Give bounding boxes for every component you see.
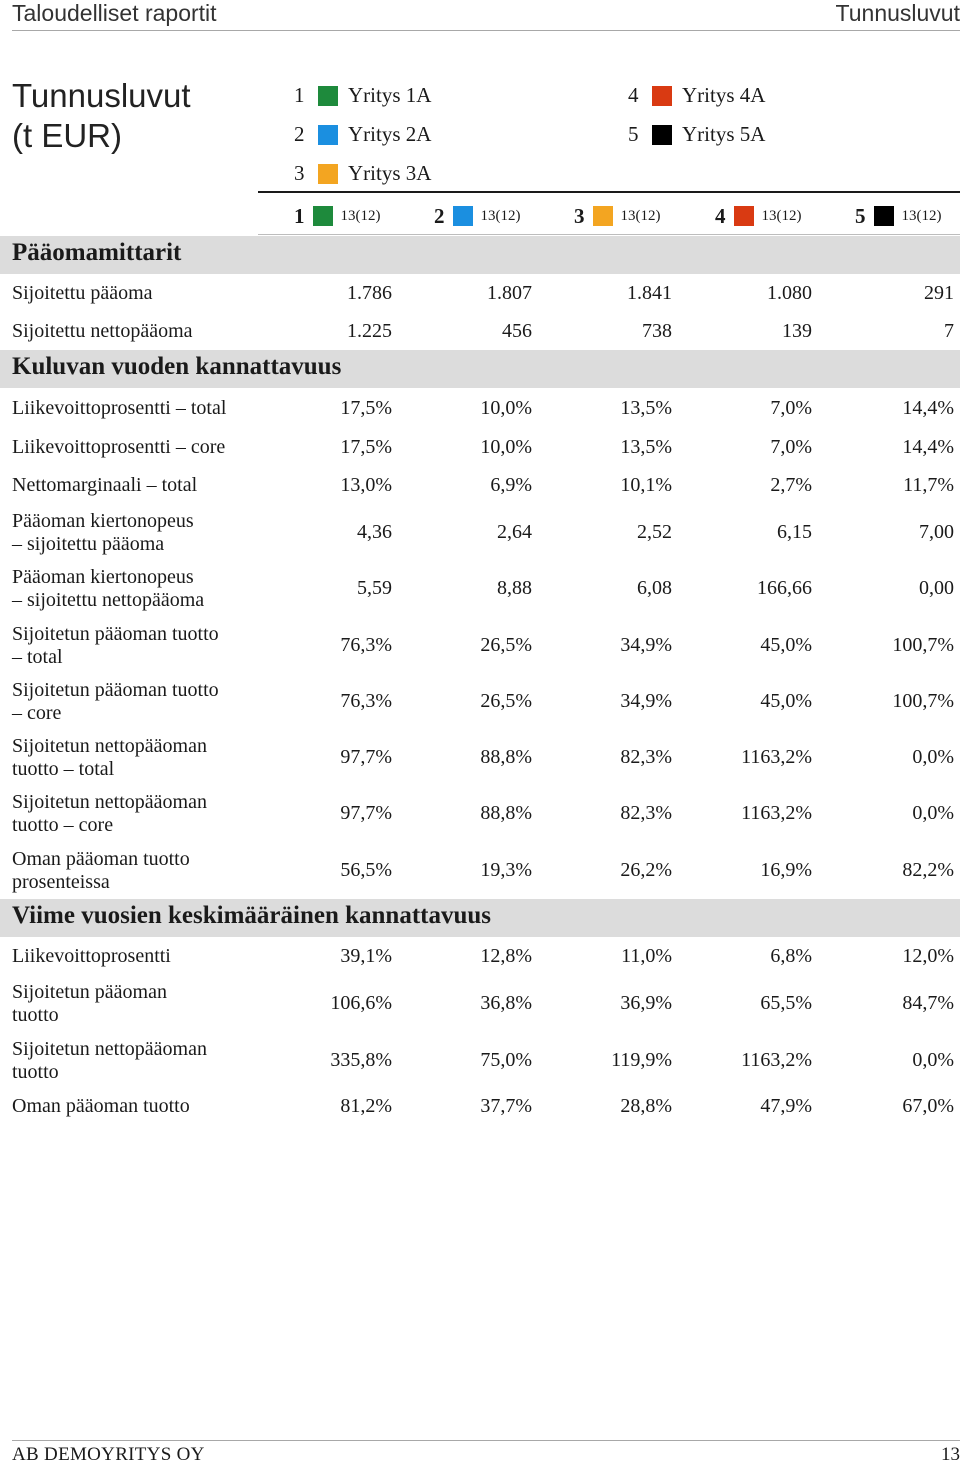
cell-value: 106,6% <box>330 992 392 1014</box>
header-divider <box>12 30 960 31</box>
column-header-3 <box>574 196 661 236</box>
cell-value: 166,66 <box>757 577 812 599</box>
cell-value: 56,5% <box>340 859 392 881</box>
legend-item-2 <box>294 115 431 154</box>
cell-value: 10,1% <box>620 474 672 496</box>
column-num: 3 <box>574 203 585 228</box>
table-row <box>0 937 960 976</box>
column-num: 4 <box>715 203 726 228</box>
table-row <box>0 563 960 619</box>
table-row <box>0 1090 960 1129</box>
row-label: Liikevoittoprosentti – total <box>12 397 227 419</box>
legend-label: Yritys 4A <box>682 83 766 107</box>
cell-value: 1.225 <box>347 320 392 342</box>
legend-label: Yritys 2A <box>348 122 432 146</box>
cell-value: 37,7% <box>480 1095 532 1117</box>
cell-value: 13,0% <box>340 474 392 496</box>
cell-value: 14,4% <box>902 436 954 458</box>
cell-value: 76,3% <box>340 634 392 656</box>
table-row <box>0 427 960 466</box>
column-header-bottom-rule <box>258 234 960 235</box>
cell-value: 2,64 <box>497 521 532 543</box>
page-number: 13 <box>941 1444 960 1465</box>
section-header-current-year <box>0 350 960 388</box>
table-row <box>0 976 960 1033</box>
cell-value: 14,4% <box>902 397 954 419</box>
row-label: Nettomarginaali – total <box>12 474 198 496</box>
cell-value: 82,3% <box>620 802 672 824</box>
cell-value: 76,3% <box>340 690 392 712</box>
legend-label: Yritys 5A <box>682 122 766 146</box>
cell-value: 1163,2% <box>741 802 812 824</box>
column-num: 1 <box>294 203 305 228</box>
table-row <box>0 731 960 787</box>
color-swatch-1 <box>313 206 333 226</box>
column-period: 13(12) <box>761 207 802 224</box>
report-section-title: Taloudelliset raportit <box>12 0 217 26</box>
cell-value: 26,5% <box>480 690 532 712</box>
cell-value: 0,0% <box>912 746 954 768</box>
color-swatch-1 <box>318 86 338 106</box>
section-title: Pääomamittarit <box>12 239 182 266</box>
color-swatch-4 <box>734 206 754 226</box>
cell-value: 84,7% <box>902 992 954 1014</box>
cell-value: 34,9% <box>620 634 672 656</box>
cell-value: 11,0% <box>621 945 672 967</box>
legend-item-3 <box>294 154 431 193</box>
cell-value: 0,0% <box>912 802 954 824</box>
section-header-past-years <box>0 899 960 937</box>
row-label: Pääoman kiertonopeus – sijoitettu pääoma <box>12 510 194 555</box>
cell-value: 6,15 <box>777 521 812 543</box>
column-header-2 <box>434 196 521 236</box>
cell-value: 0,00 <box>919 577 954 599</box>
cell-value: 1163,2% <box>741 746 812 768</box>
cell-value: 6,9% <box>490 474 532 496</box>
column-header-top-rule <box>258 191 960 193</box>
cell-value: 16,9% <box>760 859 812 881</box>
row-label: Sijoitetun nettopääoman tuotto – total <box>12 735 207 780</box>
row-label: Sijoitettu pääoma <box>12 282 153 304</box>
cell-value: 139 <box>782 320 812 342</box>
cell-value: 119,9% <box>611 1049 672 1071</box>
row-label: Sijoitetun pääoman tuotto <box>12 981 167 1026</box>
cell-value: 10,0% <box>480 397 532 419</box>
cell-value: 47,9% <box>760 1095 812 1117</box>
cell-value: 100,7% <box>892 690 954 712</box>
color-swatch-2 <box>453 206 473 226</box>
cell-value: 291 <box>924 282 954 304</box>
color-swatch-2 <box>318 125 338 145</box>
cell-value: 36,9% <box>620 992 672 1014</box>
cell-value: 1.841 <box>627 282 672 304</box>
section-header-capital <box>0 236 960 274</box>
table-row <box>0 507 960 563</box>
table-row <box>0 1033 960 1090</box>
cell-value: 7,00 <box>919 521 954 543</box>
legend-num: 1 <box>294 83 305 107</box>
cell-value: 100,7% <box>892 634 954 656</box>
cell-value: 75,0% <box>480 1049 532 1071</box>
cell-value: 5,59 <box>357 577 392 599</box>
table-row <box>0 466 960 505</box>
column-period: 13(12) <box>620 207 661 224</box>
cell-value: 1.080 <box>767 282 812 304</box>
row-label: Pääoman kiertonopeus – sijoitettu nettopääoma <box>12 566 205 611</box>
table-row <box>0 619 960 675</box>
cell-value: 82,2% <box>902 859 954 881</box>
column-header <box>258 196 960 236</box>
cell-value: 0,0% <box>912 1049 954 1071</box>
cell-value: 7 <box>944 320 954 342</box>
cell-value: 10,0% <box>480 436 532 458</box>
column-header-4 <box>715 196 802 236</box>
legend-num: 3 <box>294 161 305 185</box>
cell-value: 12,0% <box>902 945 954 967</box>
column-num: 5 <box>855 203 866 228</box>
table-row <box>0 312 960 350</box>
cell-value: 45,0% <box>760 690 812 712</box>
cell-value: 1.786 <box>347 282 392 304</box>
cell-value: 81,2% <box>340 1095 392 1117</box>
column-period: 13(12) <box>340 207 381 224</box>
cell-value: 456 <box>502 320 532 342</box>
column-num: 2 <box>434 203 445 228</box>
page-title-line2: (t EUR) <box>12 117 122 154</box>
legend-left <box>294 76 431 193</box>
row-label: Oman pääoman tuotto <box>12 1095 190 1117</box>
cell-value: 4,36 <box>357 521 392 543</box>
cell-value: 11,7% <box>903 474 954 496</box>
table-row <box>0 675 960 731</box>
cell-value: 67,0% <box>902 1095 954 1117</box>
cell-value: 97,7% <box>340 802 392 824</box>
table-row <box>0 388 960 427</box>
legend-num: 2 <box>294 122 305 146</box>
legend-label: Yritys 3A <box>348 161 432 185</box>
cell-value: 26,2% <box>620 859 672 881</box>
cell-value: 8,88 <box>497 577 532 599</box>
cell-value: 7,0% <box>770 397 812 419</box>
cell-value: 17,5% <box>340 436 392 458</box>
table-row <box>0 843 960 899</box>
cell-value: 13,5% <box>620 436 672 458</box>
column-header-1 <box>294 196 381 236</box>
cell-value: 1.807 <box>487 282 532 304</box>
cell-value: 28,8% <box>620 1095 672 1117</box>
color-swatch-3 <box>593 206 613 226</box>
cell-value: 13,5% <box>620 397 672 419</box>
legend-right <box>628 76 765 154</box>
column-period: 13(12) <box>901 207 942 224</box>
legend-item-1 <box>294 76 431 115</box>
legend-item-4 <box>628 76 765 115</box>
cell-value: 82,3% <box>620 746 672 768</box>
cell-value: 17,5% <box>340 397 392 419</box>
color-swatch-3 <box>318 164 338 184</box>
page-title <box>12 76 191 156</box>
row-label: Sijoitettu nettopääoma <box>12 320 193 342</box>
cell-value: 34,9% <box>620 690 672 712</box>
cell-value: 45,0% <box>760 634 812 656</box>
legend-num: 5 <box>628 122 639 146</box>
color-swatch-5 <box>652 125 672 145</box>
cell-value: 26,5% <box>480 634 532 656</box>
row-label: Sijoitetun pääoman tuotto – total <box>12 623 219 668</box>
cell-value: 2,52 <box>637 521 672 543</box>
cell-value: 36,8% <box>480 992 532 1014</box>
cell-value: 2,7% <box>770 474 812 496</box>
cell-value: 738 <box>642 320 672 342</box>
report-page-title: Tunnusluvut <box>835 0 960 26</box>
cell-value: 65,5% <box>760 992 812 1014</box>
cell-value: 88,8% <box>480 802 532 824</box>
cell-value: 1163,2% <box>741 1049 812 1071</box>
cell-value: 88,8% <box>480 746 532 768</box>
cell-value: 97,7% <box>340 746 392 768</box>
cell-value: 335,8% <box>330 1049 392 1071</box>
row-label: Sijoitetun pääoman tuotto – core <box>12 679 219 724</box>
color-swatch-5 <box>874 206 894 226</box>
column-header-5 <box>855 196 942 236</box>
footer-divider <box>12 1440 960 1441</box>
row-label: Oman pääoman tuotto prosenteissa <box>12 848 190 893</box>
page-title-line1: Tunnusluvut <box>12 77 191 114</box>
legend-item-5 <box>628 115 765 154</box>
cell-value: 19,3% <box>480 859 532 881</box>
cell-value: 12,8% <box>480 945 532 967</box>
column-period: 13(12) <box>480 207 521 224</box>
cell-value: 6,8% <box>770 945 812 967</box>
row-label: Sijoitetun nettopääoman tuotto – core <box>12 791 207 836</box>
company-name: AB DEMOYRITYS OY <box>12 1444 205 1465</box>
table-row <box>0 274 960 312</box>
cell-value: 6,08 <box>637 577 672 599</box>
row-label: Liikevoittoprosentti <box>12 945 171 967</box>
section-title: Kuluvan vuoden kannattavuus <box>12 353 342 380</box>
cell-value: 39,1% <box>340 945 392 967</box>
cell-value: 7,0% <box>770 436 812 458</box>
color-swatch-4 <box>652 86 672 106</box>
row-label: Sijoitetun nettopääoman tuotto <box>12 1038 207 1083</box>
legend-label: Yritys 1A <box>348 83 432 107</box>
row-label: Liikevoittoprosentti – core <box>12 436 226 458</box>
section-title: Viime vuosien keskimääräinen kannattavuus <box>12 902 492 929</box>
table-row <box>0 787 960 843</box>
legend-num: 4 <box>628 83 639 107</box>
